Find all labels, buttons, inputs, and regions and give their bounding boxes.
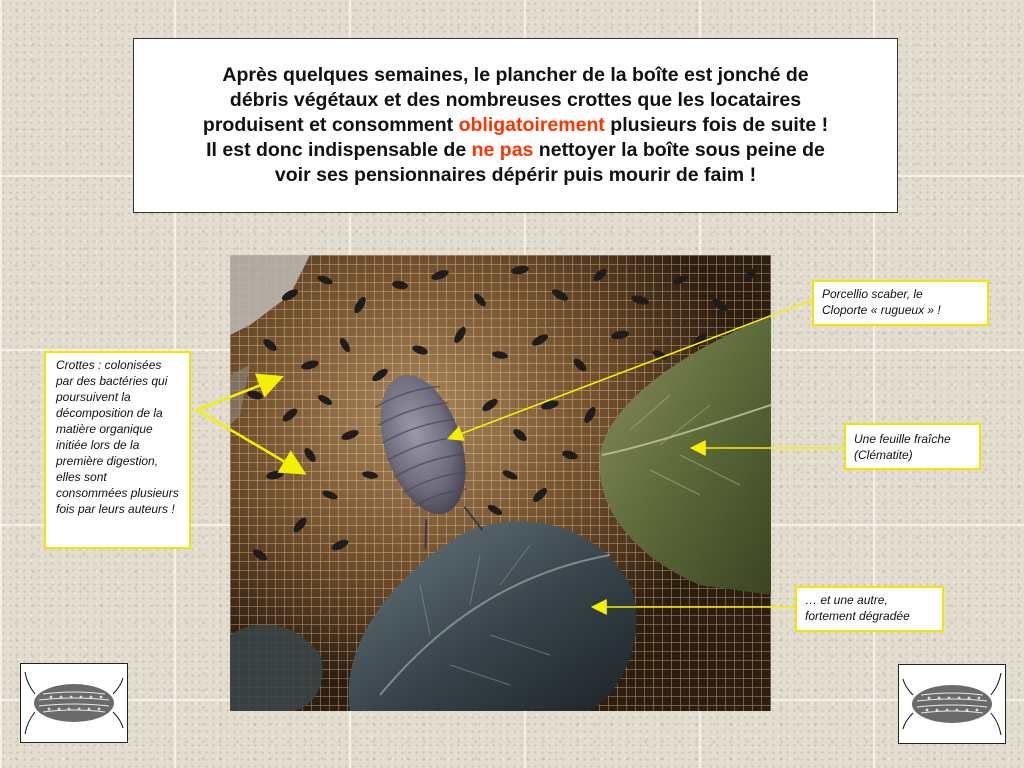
title-line: voir ses pensionnaires dépérir puis mourir de faim ! — [274, 164, 757, 186]
slide-title — [203, 63, 828, 188]
woodlouse-photo — [230, 255, 771, 711]
callout-porcellio — [812, 280, 989, 326]
callout-feuille-degradee — [795, 586, 944, 632]
callout-text: Une feuille fraîche — [854, 432, 951, 446]
title-emphasis: obligatoirement — [458, 114, 605, 136]
tile-seam — [0, 0, 2, 768]
callout-text: fortement dégradée — [805, 609, 910, 623]
title-box — [133, 38, 898, 213]
callout-crottes — [44, 351, 191, 549]
title-line: produisent et consomment — [202, 114, 459, 136]
title-line: Après quelques semaines, le plancher de la boîte est jonché de — [222, 64, 809, 86]
title-line: plusieurs fois de suite ! — [604, 114, 829, 136]
woodlouse-icon — [20, 663, 128, 743]
title-line: nettoyer la boîte sous peine de — [533, 139, 825, 161]
callout-text: Porcellio scaber, le — [822, 287, 923, 301]
callout-text: Crottes : colonisées par des bactéries qui poursuivent la décomposition de la matière organique initiée lors de la première digestion, elles sont consommées plusieurs fois par leurs auteurs ! — [56, 358, 179, 516]
callout-feuille-fraiche — [844, 423, 981, 470]
callout-text: Cloporte « rugueux » ! — [822, 303, 941, 317]
woodlouse-icon — [898, 664, 1006, 744]
title-emphasis: ne pas — [471, 139, 534, 161]
title-line: débris végétaux et des nombreuses crottes que les locataires — [229, 89, 802, 111]
callout-text: (Clématite) — [854, 448, 913, 462]
title-line: Il est donc indispensable de — [206, 139, 472, 161]
callout-text: … et une autre, — [805, 593, 888, 607]
